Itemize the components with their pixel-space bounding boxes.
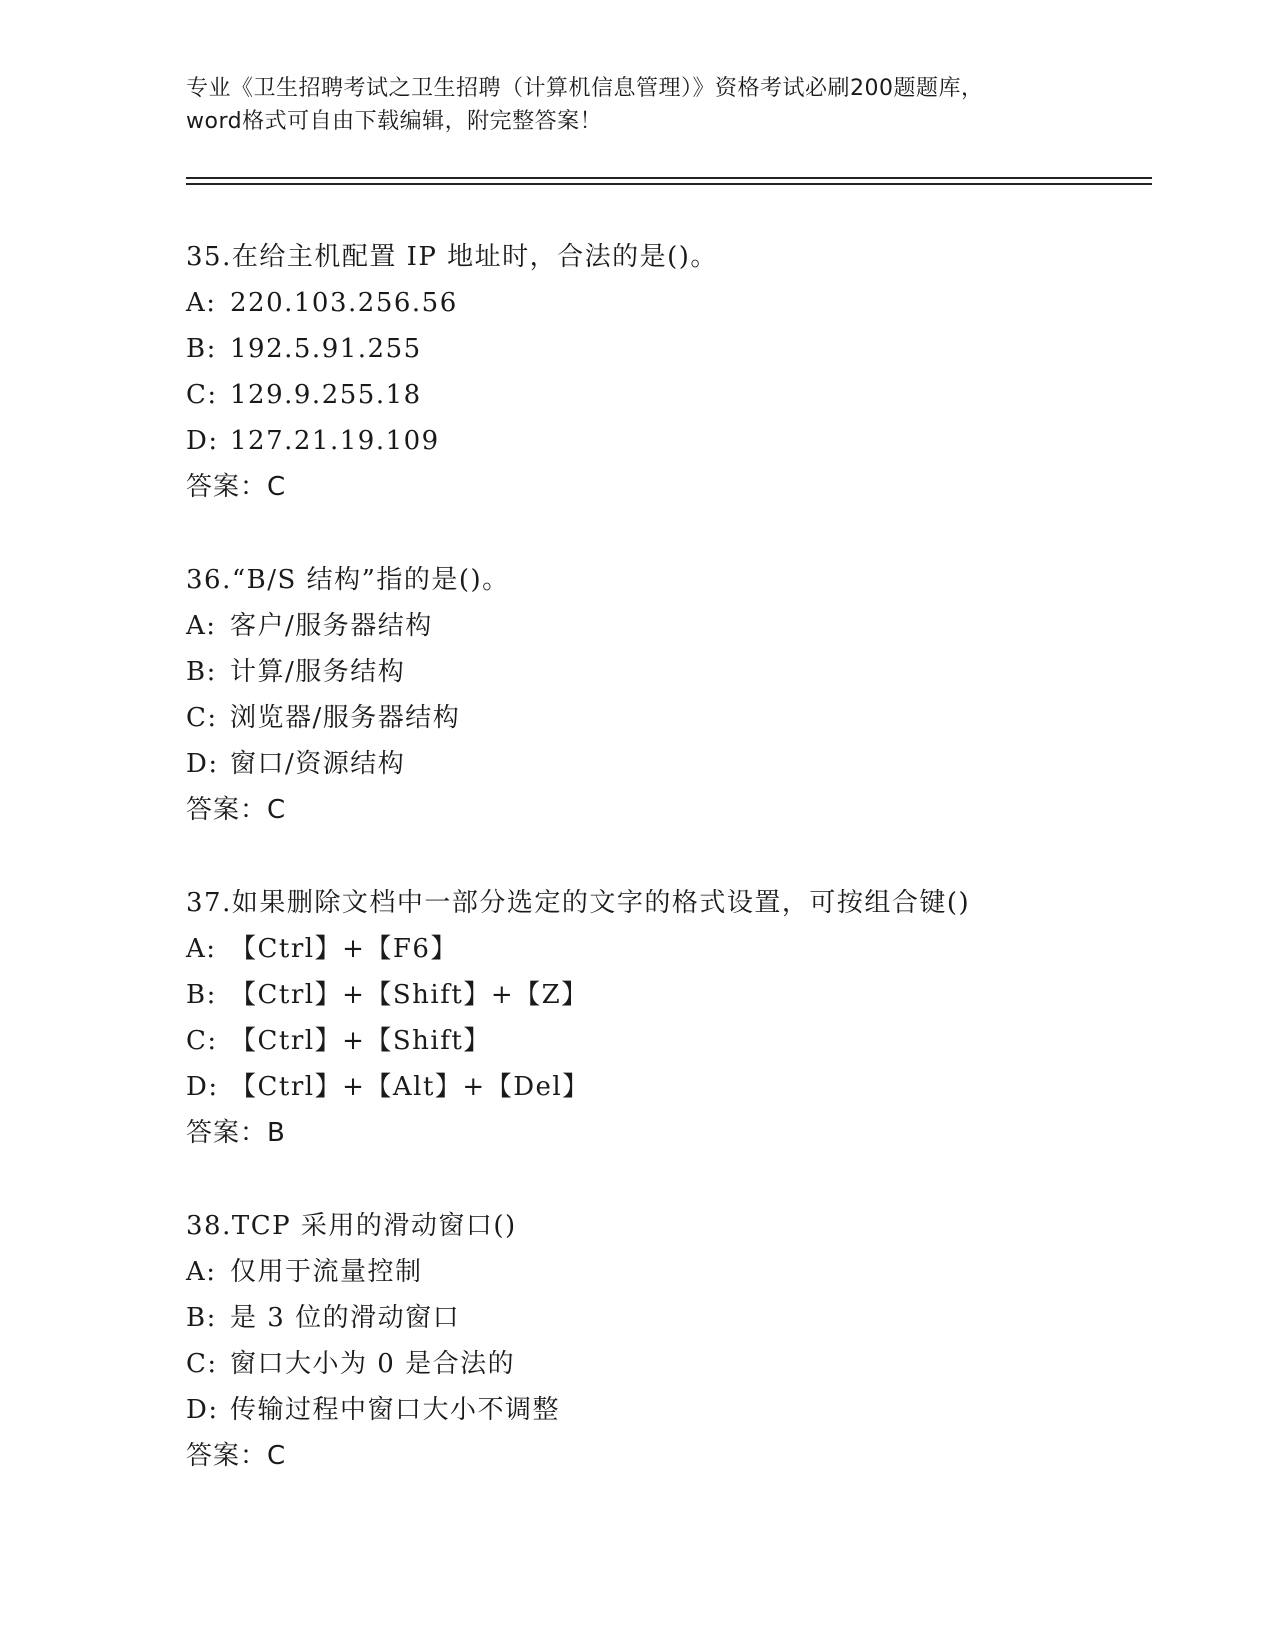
- option-d: [186, 418, 1146, 464]
- option-text: 192.5.91.255: [230, 334, 422, 364]
- option-label: B:: [186, 980, 217, 1010]
- question-list: [186, 234, 1146, 1526]
- option-c: [186, 695, 1146, 741]
- option-b: [186, 649, 1146, 695]
- option-label: B:: [186, 1303, 217, 1333]
- option-text: 浏览器/服务器结构: [230, 703, 461, 733]
- option-text: 客户/服务器结构: [230, 611, 433, 641]
- option-text: 【Ctrl】+【Shift】: [230, 1026, 491, 1056]
- option-text: 传输过程中窗口大小不调整: [230, 1395, 561, 1425]
- option-label: D:: [186, 749, 219, 779]
- option-text: 129.9.255.18: [230, 380, 422, 410]
- question-stem: 35.在给主机配置 IP 地址时，合法的是()。: [186, 242, 718, 272]
- answer-line: 答案：C: [186, 472, 287, 502]
- option-a: [186, 926, 1146, 972]
- answer-line: 答案：C: [186, 795, 287, 825]
- question-38: [186, 1203, 1146, 1479]
- option-text: 【Ctrl】+【F6】: [230, 934, 458, 964]
- question-stem: 37.如果删除文档中一部分选定的文字的格式设置，可按组合键(): [186, 888, 971, 918]
- option-label: D:: [186, 1072, 219, 1102]
- option-label: B:: [186, 657, 217, 687]
- option-label: A:: [186, 934, 217, 964]
- option-label: A:: [186, 288, 217, 318]
- option-a: [186, 280, 1146, 326]
- option-label: C:: [186, 1026, 218, 1056]
- option-a: [186, 603, 1146, 649]
- header-line-2: word格式可自由下载编辑，附完整答案！: [186, 109, 603, 134]
- option-c: [186, 372, 1146, 418]
- option-a: [186, 1249, 1146, 1295]
- option-label: A:: [186, 611, 217, 641]
- option-c: [186, 1341, 1146, 1387]
- option-d: [186, 1064, 1146, 1110]
- option-label: D:: [186, 1395, 219, 1425]
- header-line-1: 专业《卫生招聘考试之卫生招聘（计算机信息管理）》资格考试必刷200题题库，: [186, 76, 984, 101]
- option-label: D:: [186, 426, 219, 456]
- option-b: [186, 1295, 1146, 1341]
- option-label: B:: [186, 334, 217, 364]
- document-header: [186, 72, 1066, 138]
- option-text: 【Ctrl】+【Shift】+【Z】: [230, 980, 589, 1010]
- option-text: 窗口大小为 0 是合法的: [230, 1349, 516, 1379]
- option-c: [186, 1018, 1146, 1064]
- option-text: 127.21.19.109: [230, 426, 440, 456]
- header-divider-bottom: [186, 183, 1152, 185]
- question-37: [186, 880, 1146, 1156]
- option-b: [186, 326, 1146, 372]
- question-35: [186, 234, 1146, 510]
- header-divider-top: [186, 177, 1152, 179]
- question-stem: 36.“B/S 结构”指的是()。: [186, 565, 510, 595]
- option-text: 【Ctrl】+【Alt】+【Del】: [230, 1072, 590, 1102]
- option-text: 仅用于流量控制: [230, 1257, 423, 1287]
- answer-line: 答案：B: [186, 1118, 286, 1148]
- answer-line: 答案：C: [186, 1441, 287, 1471]
- question-36: [186, 557, 1146, 833]
- option-text: 220.103.256.56: [230, 288, 458, 318]
- option-text: 窗口/资源结构: [230, 749, 406, 779]
- option-text: 计算/服务结构: [230, 657, 406, 687]
- option-label: C:: [186, 380, 218, 410]
- option-d: [186, 1387, 1146, 1433]
- option-b: [186, 972, 1146, 1018]
- question-stem: 38.TCP 采用的滑动窗口(): [186, 1211, 517, 1241]
- option-d: [186, 741, 1146, 787]
- option-text: 是 3 位的滑动窗口: [230, 1303, 461, 1333]
- option-label: C:: [186, 1349, 218, 1379]
- option-label: A:: [186, 1257, 217, 1287]
- option-label: C:: [186, 703, 218, 733]
